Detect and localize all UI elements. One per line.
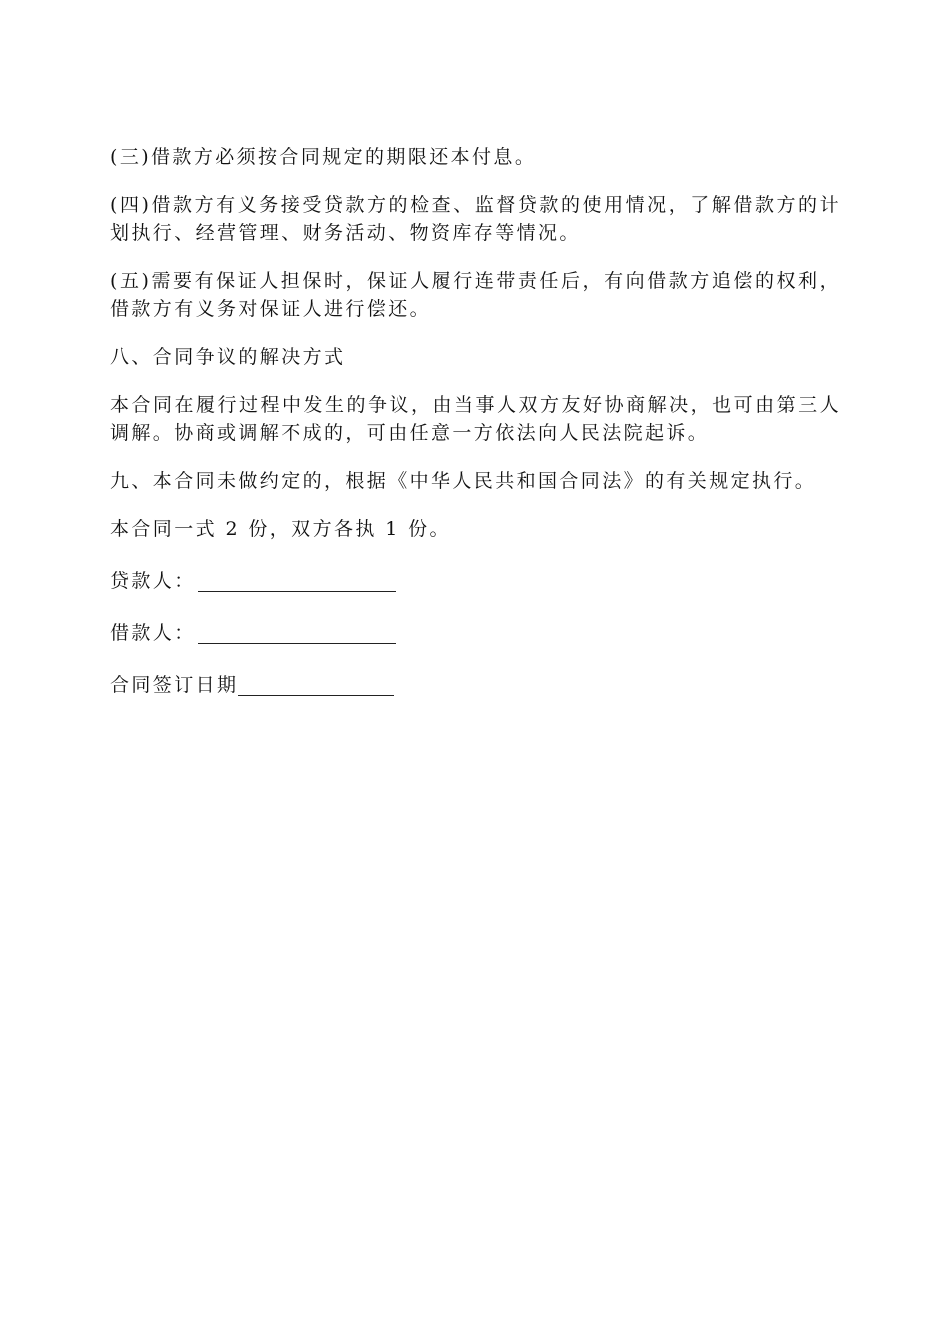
borrower-signature-blank (198, 623, 396, 644)
sign-date-blank (238, 675, 394, 696)
sign-date-line (110, 671, 841, 699)
section-8-heading: 八、合同争议的解决方式 (110, 346, 346, 368)
copies-statement: 本合同一式 2 份，双方各执 1 份。 (110, 518, 451, 540)
clause-3-repayment: (三)借款方必须按合同规定的期限还本付息。 (110, 146, 537, 168)
borrower-label: 借款人： (110, 622, 196, 644)
document-body (110, 143, 841, 699)
lender-label: 贷款人： (110, 570, 196, 592)
clause-4-inspection: (四)借款方有义务接受贷款方的检查、监督贷款的使用情况，了解借款方的计划执行、经营管理、财务活动、物资库存等情况。 (110, 194, 841, 244)
lender-signature-blank (198, 571, 396, 592)
section-9-text: 九、本合同未做约定的，根据《中华人民共和国合同法》的有关规定执行。 (110, 470, 817, 492)
lender-signature-line (110, 567, 841, 595)
sign-date-label: 合同签订日期 (110, 674, 239, 696)
clause-5-guarantor: (五)需要有保证人担保时，保证人履行连带责任后，有向借款方追偿的权利，借款方有义务对保证人进行偿还。 (110, 270, 841, 320)
borrower-signature-line (110, 619, 841, 647)
section-8-body: 本合同在履行过程中发生的争议，由当事人双方友好协商解决，也可由第三人调解。协商或调解不成的，可由任意一方依法向人民法院起诉。 (110, 394, 841, 444)
